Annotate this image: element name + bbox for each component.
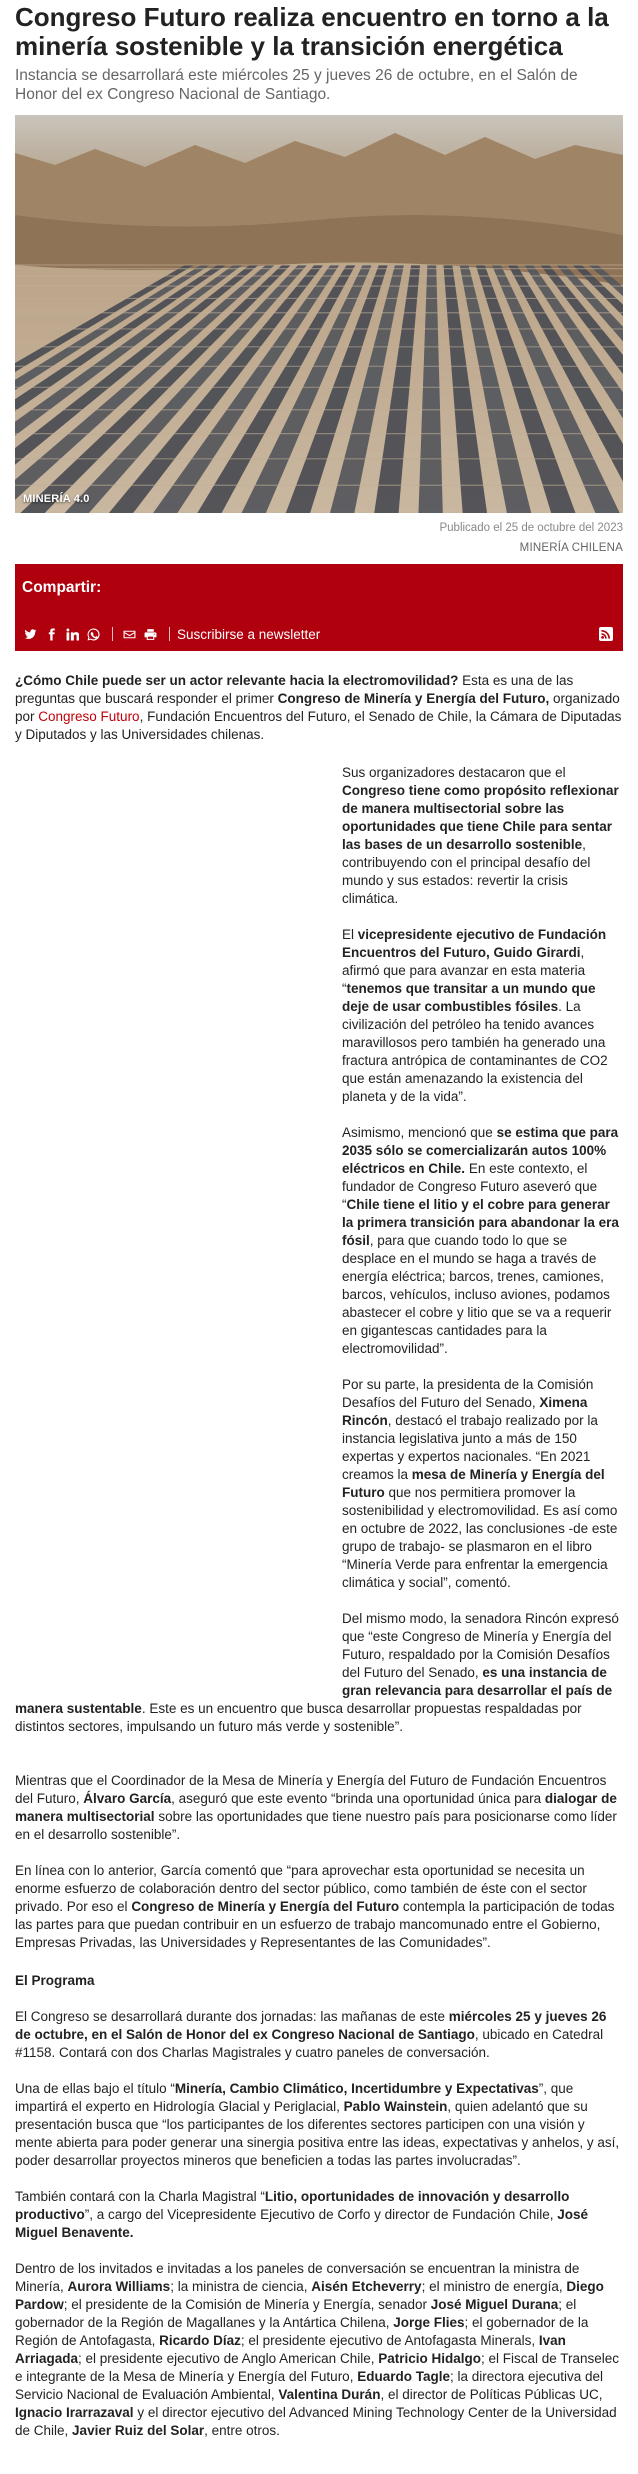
- intro-paragraph: ¿Cómo Chile puede ser un actor relevante hacia la electromovilidad? Esta es una de las preguntas que buscará responder el primer Congreso de Minería y Energía del Futuro, organizado por Congreso Futuro, Fundación Encuentros del Futuro, el Senado de Chile, la Cámara de Diputadas y Diputados y las Universidades chilenas.: [15, 673, 622, 742]
- paragraph: El Congreso se desarrollará durante dos jornadas: las mañanas de este miércoles 25 y jueves 26 de octubre, en el Salón de Honor del ex Congreso Nacional de Santiago, ubicado en Catedral #1158. Contará con dos Charlas Magistrales y cuatro paneles de conversación.: [15, 2009, 607, 2060]
- section-heading: El Programa: [15, 1973, 95, 1988]
- print-icon[interactable]: [141, 625, 159, 643]
- rss-icon[interactable]: [599, 627, 613, 641]
- facebook-icon[interactable]: [42, 625, 60, 643]
- paragraph: También contará con la Charla Magistral “Litio, oportunidades de innovación y desarrollo productivo”, a cargo del Vicepresidente Ejecutivo de Corfo y director de Fundación Chile, José Miguel Benavente.: [15, 2189, 589, 2240]
- whatsapp-icon[interactable]: [84, 625, 102, 643]
- paragraph: Mientras que el Coordinador de la Mesa de Minería y Energía del Futuro de Fundación Encuentros del Futuro, Álvaro García, aseguró que este evento “brinda una oportunidad única para dialogar de manera multisectorial sobre las oportunidades que tiene nuestro país para posicionarse como líder en el desarrollo sostenible”.: [15, 1773, 617, 1842]
- article-body: [15, 672, 623, 2440]
- twitter-icon[interactable]: [21, 625, 39, 643]
- newsletter-link[interactable]: Suscribirse a newsletter: [177, 626, 321, 642]
- share-bar: [15, 564, 623, 651]
- publish-date: Publicado el 25 de octubre del 2023: [439, 522, 623, 534]
- solar-plant-photo: [15, 115, 623, 513]
- share-divider: [169, 627, 170, 641]
- article-source: MINERÍA CHILENA: [519, 542, 623, 554]
- paragraph: Por su parte, la presidenta de la Comisión Desafíos del Futuro del Senado, Ximena Rincón, destacó el trabajo realizado por la instancia legislativa junto a más de 150 expertas y expertos nacionales. “En 2021 creamos la mesa de Minería y Energía del Futuro que nos permitiera promover la sostenibilidad y electromovilidad. Es así como en octubre de 2022, las conclusiones -de este grupo de trabajo- se plasmaron en el libro “Minería Verde para enfrentar la emergencia climática y social”, comentó.: [342, 1377, 618, 1590]
- paragraph: En línea con lo anterior, García comentó que “para aprovechar esta oportunidad se necesita un enorme esfuerzo de colaboración dentro del sector público, como también de éste con el sector privado. Por eso el Congreso de Minería y Energía del Futuro contempla la participación de todas las partes para que puedan contribuir en un esfuerzo de trabajo mancomunado entre el Gobierno, Empresas Privadas, las Universidades y Representantes de las Comunidades”.: [15, 1863, 615, 1950]
- linkedin-icon[interactable]: [63, 625, 81, 643]
- embedded-media-placeholder: [15, 764, 342, 1694]
- paragraph: El vicepresidente ejecutivo de Fundación Encuentros del Futuro, Guido Girardi, afirmó que para avanzar en esta materia “tenemos que transitar a un mundo que deje de usar combustibles fósiles. La civilización del petróleo ha tenido avances maravillosos pero también ha generado una fractura antrópica de contaminantes de CO2 que están amenazando la existencia del planeta y de la vida”.: [342, 927, 608, 1104]
- share-title: Compartir:: [22, 579, 102, 596]
- paragraph: Dentro de los invitados e invitadas a los paneles de conversación se encuentran la ministra de Minería, Aurora Williams; la ministra de ciencia, Aisén Etcheverry; el ministro de energía, Diego Pardow; el presidente de la Comisión de Minería y Energía, senador José Miguel Durana; el gobernador de la Región de Magallanes y la Antártica Chilena, Jorge Flies; el gobernador de la Región de Antofagasta, Ricardo Díaz; el presidente ejecutivo de Antofagasta Minerals, Ivan Arriagada; el presidente ejecutivo de Anglo American Chile, Patricio Hidalgo; el Fiscal de Transelec e integrante de la Mesa de Minería y Energía del Futuro, Eduardo Tagle; la directora ejecutiva del Servicio Nacional de Evaluación Ambiental, Valentina Durán, el director de Políticas Públicas UC, Ignacio Irarrazaval y el director ejecutivo del Advanced Mining Technology Center de la Universidad de Chile, Javier Ruiz del Solar, entre otros.: [15, 2261, 620, 2438]
- paragraph: Una de ellas bajo el título “Minería, Cambio Climático, Incertidumbre y Expectativas”, que impartirá el experto en Hidrología Glacial y Periglacial, Pablo Wainstein, quien adelantó que su presentación busca que “los participantes de los diferentes sectores participen con una visión y mente abierta para poder generar una sinergia positiva entre las ideas, expectativas y anhelos, y así, poder desarrollar proyectos mineros que beneficien a todas las partes involucradas”.: [15, 2081, 620, 2168]
- float-section: [15, 764, 623, 1754]
- image-badge: MINERÍA 4.0: [23, 493, 90, 505]
- paragraph: Asimismo, mencionó que se estima que para 2035 sólo se comercializarán autos 100% eléctricos en Chile. En este contexto, el fundador de Congreso Futuro aseveró que “Chile tiene el litio y el cobre para generar la primera transición para abandonar la era fósil, para que cuando todo lo que se desplace en el mundo se haga a través de energía eléctrica; barcos, trenes, camiones, barcos, vehículos, incluso aviones, podamos abastecer el cobre y litio que se va a requerir en gigantescas cantidades para la electromovilidad”.: [342, 1125, 619, 1356]
- hero-image: [15, 115, 623, 513]
- paragraph: Del mismo modo, la senadora Rincón expresó que “este Congreso de Minería y Energía del Futuro, respaldado por la Comisión Desafíos del Futuro del Senado, es una instancia de gran relevancia para desarrollar el país de manera sustentable. Este es un encuentro que busca desarrollar propuestas respaldadas por distintos sectores, impulsando un futuro más verde y sostenible”.: [15, 1611, 619, 1734]
- email-icon[interactable]: [120, 625, 138, 643]
- share-buttons: [21, 625, 613, 643]
- paragraph: Sus organizadores destacaron que el Congreso tiene como propósito reflexionar de manera multisectorial sobre las oportunidades que tiene Chile para sentar las bases de un desarrollo sostenible, contribuyendo con el principal desafío del mundo y sus estados: revertir la crisis climática.: [342, 765, 619, 906]
- share-divider: [112, 627, 113, 641]
- article-subtitle: Instancia se desarrollará este miércoles 25 y jueves 26 de octubre, en el Salón de Honor del ex Congreso Nacional de Santiago.: [15, 67, 578, 103]
- congreso-futuro-link[interactable]: Congreso Futuro: [38, 709, 140, 724]
- article-title: Congreso Futuro realiza encuentro en torno a la minería sostenible y la transición energética: [15, 2, 609, 61]
